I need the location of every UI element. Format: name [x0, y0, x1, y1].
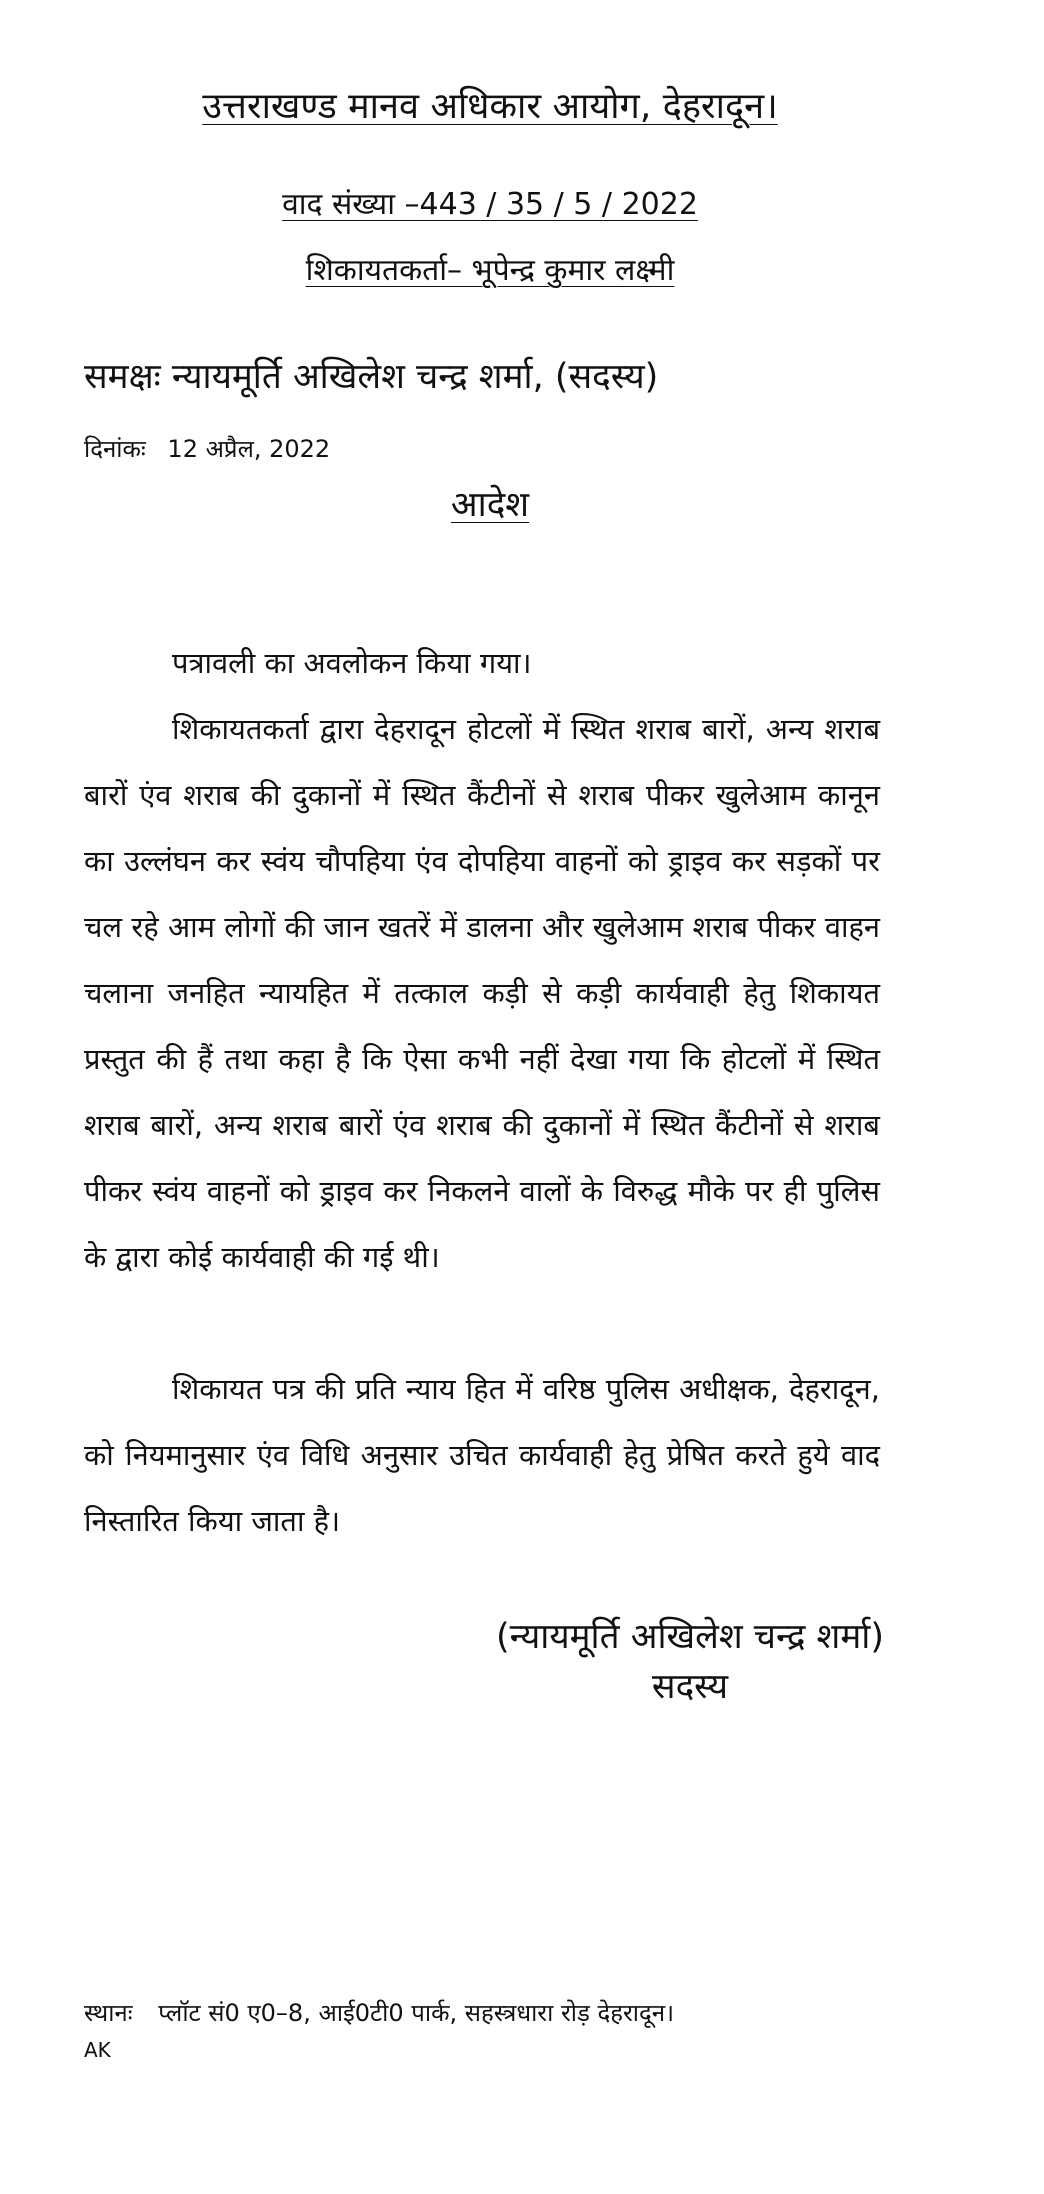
signatory-designation: सदस्य — [651, 1667, 729, 1707]
order-title: आदेश — [450, 485, 530, 525]
date-value: 12 अप्रैल, 2022 — [167, 435, 331, 463]
order-paragraph-2: शिकायतकर्ता द्वारा देहरादून होटलों में स्थित शराब बारों, अन्य शराब बारों एंव शराब की दुकानों में स्थित कैंटीनों से शराब पीकर खुलेआम कानून का उल्लंघन कर स्वंय चौपहिया एंव दोपहिया वाहनों को ड्राइव कर सड़कों पर चल रहे आम लोगों की जान खतरें में डालना और खुलेआम शराब पीकर वाहन चलाना जनहित न्यायहित में तत्काल कड़ी से कड़ी कार्यवाही हेतु शिकायत प्रस्तुत की हैं तथा कहा है कि ऐसा कभी नहीं देखा गया कि होटलों में स्थित शराब बारों, अन्य शराब बारों एंव शराब की दुकानों में स्थित कैंटीनों से शराब पीकर स्वंय वाहनों को ड्राइव कर निकलने वालों के विरुद्ध मौके पर ही पुलिस के द्वारा कोई कार्यवाही की गई थी। — [84, 712, 880, 1274]
signatory-name: (न्यायमूर्ति अखिलेश चन्द्र शर्मा) — [495, 1617, 884, 1657]
place-value: प्लॉट सं0 ए0–8, आई0टी0 पार्क, सहस्त्रधारा रोड़ देहरादून। — [158, 1999, 675, 2027]
commission-heading: उत्तराखण्ड मानव अधिकार आयोग, देहरादून। — [202, 86, 778, 127]
bench-line: समक्षः न्यायमूर्ति अखिलेश चन्द्र शर्मा, (सदस्य) — [84, 357, 659, 397]
order-paragraph-1: पत्रावली का अवलोकन किया गया। — [172, 646, 532, 680]
signature-block — [470, 1612, 910, 1712]
place-line — [84, 1996, 674, 2029]
date-label: दिनांकः — [84, 435, 146, 463]
place-label: स्थानः — [84, 1999, 133, 2027]
complainant-line: शिकायतकर्ता– भूपेन्द्र कुमार लक्ष्मी — [305, 253, 675, 288]
date-line — [84, 432, 330, 465]
case-number: वाद संख्या –443 / 35 / 5 / 2022 — [282, 187, 698, 222]
author-initials: AK — [84, 2038, 111, 2062]
order-paragraph-3: शिकायत पत्र की प्रति न्याय हित में वरिष्ठ पुलिस अधीक्षक, देहरादून, को नियमानुसार एंव विधि अनुसार उचित कार्यवाही हेतु प्रेषित करते हुये वाद निस्तारित किया जाता है। — [84, 1372, 880, 1538]
